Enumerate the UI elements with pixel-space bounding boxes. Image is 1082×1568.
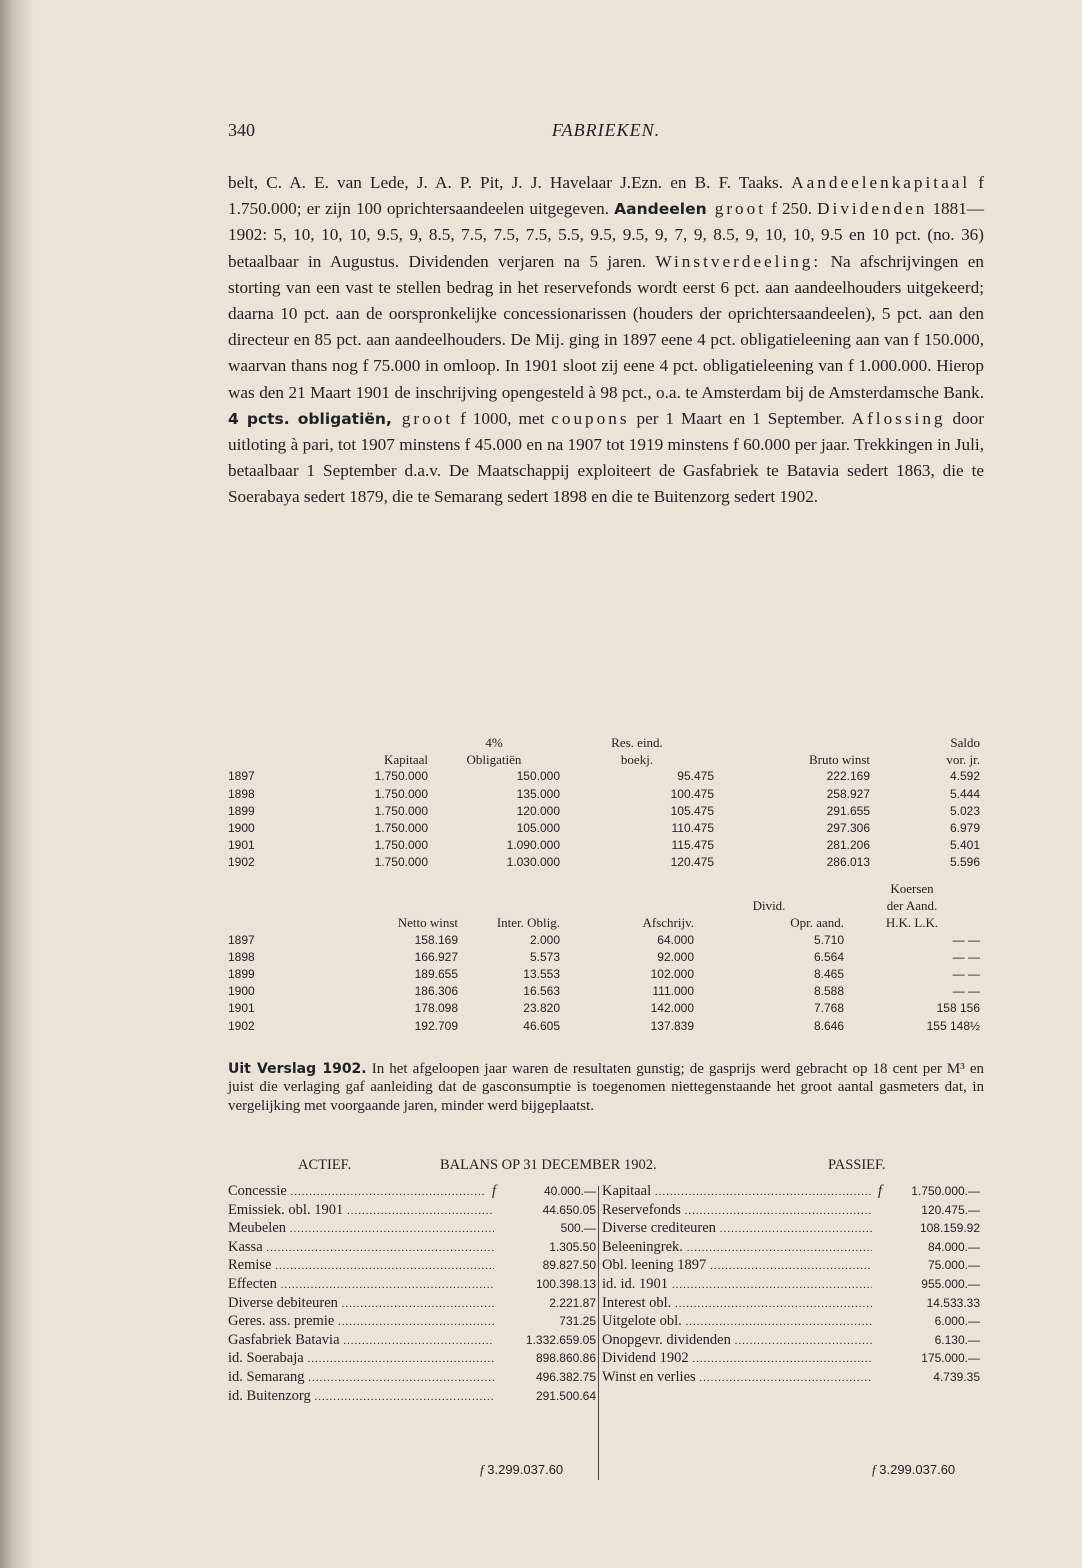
financial-table-2 (228, 880, 980, 1035)
liability-label: Uitgelote obl. ..... (602, 1312, 872, 1332)
balance-row (228, 1201, 984, 1220)
table-cell: 142.000 (650, 1001, 694, 1016)
spaced-term: groot (706, 199, 767, 219)
column-header: 4% (485, 735, 503, 750)
table-cell: — — (952, 967, 980, 982)
liability-label: Reservefonds ..... (602, 1201, 872, 1221)
column-header: Inter. Oblig. (496, 915, 560, 931)
table-row (228, 932, 980, 949)
year-cell: 1901 (228, 838, 255, 853)
table-cell: 189.655 (414, 967, 458, 982)
liability-amount: 955.000.— (888, 1275, 980, 1294)
liability-label: Onopgevr. dividenden ..... (602, 1331, 872, 1351)
table-header-row (228, 880, 980, 897)
bold-heading: Aandeelen (614, 200, 707, 219)
balance-sheet (228, 1182, 984, 1405)
table-cell: 105.475 (670, 803, 714, 818)
asset-amount: 1.332.659.05 (502, 1331, 596, 1350)
assets-title: ACTIEF. (298, 1157, 352, 1173)
page-header (228, 120, 984, 144)
table-cell: 192.709 (414, 1018, 458, 1033)
running-title: FABRIEKEN. (551, 120, 661, 140)
asset-label: Kassa ..... (228, 1238, 494, 1258)
table-row (228, 786, 980, 803)
balance-row (228, 1238, 984, 1257)
column-header: der Aand. (886, 898, 938, 914)
table-cell: 281.206 (826, 838, 870, 853)
balance-row (228, 1331, 984, 1350)
year-cell: 1899 (228, 967, 255, 982)
asset-amount: 731.25 (502, 1312, 596, 1331)
table-cell: 95.475 (677, 769, 714, 784)
table-cell: 1.090.000 (506, 838, 560, 853)
asset-amount: 44.650.05 (502, 1201, 596, 1220)
liability-label: Beleeningrek. ..... (602, 1238, 872, 1258)
report-text: In het afgeloopen jaar waren de resultaten gunstig; de gasprijs werd gebracht op 18 cent per M³ en juist die verlaging gaf aanleiding dat de gasconsumptie is toegenomen niettegenstaande het groot aantal gasmeters dat, in vergelijking met voorgaande jaren, minder werd bijgeplaatst. (228, 1061, 984, 1114)
table-cell: 158 156 (936, 1001, 980, 1016)
year-cell: 1898 (228, 786, 255, 801)
table-row (228, 820, 980, 837)
table-cell: 1.750.000 (374, 803, 428, 818)
asset-amount: 40.000.— (502, 1182, 596, 1201)
liability-label: Diverse crediteuren ..... (602, 1219, 872, 1239)
asset-label: Emissiek. obl. 1901 ..... (228, 1201, 494, 1221)
column-header: Opr. aand. (790, 915, 844, 931)
table-cell: 5.573 (529, 949, 560, 964)
text-run: f 1.750.000; er zijn 100 oprichtersaandeelen uitgegeven. (228, 173, 984, 219)
table-cell: 120.000 (516, 803, 560, 818)
table-row (228, 1000, 980, 1017)
year-cell: 1900 (228, 821, 255, 836)
asset-label: Concessie ..... (228, 1182, 494, 1202)
column-header: Res. eind. (611, 735, 663, 750)
book-binding-shadow (0, 0, 34, 1568)
table-header-row (228, 734, 980, 751)
table-cell: 105.000 (516, 821, 560, 836)
table-cell: 258.927 (826, 786, 870, 801)
table-body (228, 768, 980, 871)
spaced-term: Winstverdeeling: (655, 251, 822, 271)
balance-row (228, 1312, 984, 1331)
table-cell: 1.030.000 (506, 855, 560, 870)
table-cell: — — (952, 932, 980, 947)
text-run: Na afschrijvingen en storting van een vast te stellen bedrag in het reservefonds wordt eerst 6 pct. aan aandeelhouders uitgekeerd; daarna 10 pct. aan de oorspronkelijke concessionarissen (houders der oprichtersaandeelen), 5 pct. aan den directeur en 85 pct. aan aandeelhouders. De Mij. ging in 1897 eene 4 pct. obligatieleening aan van f 150.000, waarvan thans nog f 75.000 in omloop. In 1901 sloot zij eene 4 pct. obligatieleening van f 1.000.000. Hierop was den 21 Maart 1901 de inschrijving opengesteld à 98 pct., o.a. te Amsterdam bij de Amsterdamsche Bank. (228, 251, 984, 402)
table-cell: 5.444 (949, 786, 980, 801)
asset-label: Remise ..... (228, 1256, 494, 1276)
text-run: f 1000, met (453, 408, 552, 428)
column-header: Koersen (890, 881, 934, 896)
table-cell: 46.605 (523, 1018, 560, 1033)
liability-amount: 6.000.— (888, 1312, 980, 1331)
spaced-term: Aandeelenkapitaal (791, 173, 971, 192)
spaced-term: Aflossing (851, 408, 946, 428)
table-row (228, 768, 980, 785)
spaced-term: groot (391, 408, 454, 428)
table-cell: 178.098 (414, 1001, 458, 1016)
table-cell: 5.710 (813, 932, 844, 947)
currency-symbol: f (872, 1462, 876, 1477)
table-cell: 16.563 (523, 984, 560, 999)
asset-label: Geres. ass. premie ..... (228, 1312, 494, 1332)
balance-row (228, 1219, 984, 1238)
table-cell: 5.596 (949, 855, 980, 870)
asset-amount: 2.221.87 (502, 1294, 596, 1313)
asset-amount: 100.398.13 (502, 1275, 596, 1294)
table-cell: 291.655 (826, 803, 870, 818)
asset-amount: 291.500.64 (502, 1387, 596, 1406)
table-cell: 286.013 (826, 855, 870, 870)
table-cell: 8.465 (813, 967, 844, 982)
liabilities-title: PASSIEF. (828, 1157, 886, 1173)
text-run: door uitloting à pari, tot 1907 minstens f 45.000 en na 1907 tot 1919 minstens f 60.000 per jaar. Trekkingen in Juli, betaalbaar 1 September d.a.v. De Maatschappij exploiteert de Gasfabriek te Batavia sedert 1863, die te Soerabaya sedert 1879, die te Semarang sedert 1898 en die te Buitenzorg sedert 1902. (228, 408, 985, 507)
liability-label: Dividend 1902 ..... (602, 1349, 872, 1369)
column-header: vor. jr. (946, 752, 980, 768)
company-description (228, 170, 984, 511)
balance-row (228, 1368, 984, 1387)
table-header-row (228, 751, 980, 768)
balance-row (228, 1275, 984, 1294)
table-cell: 297.306 (826, 821, 870, 836)
liability-amount: 175.000.— (888, 1349, 980, 1368)
asset-label: id. Buitenzorg ..... (228, 1387, 494, 1407)
liability-amount: 75.000.— (888, 1256, 980, 1275)
table-cell: 8.588 (813, 984, 844, 999)
column-header: Divid. (752, 898, 786, 914)
balance-row (228, 1256, 984, 1275)
liability-label: Winst en verlies ..... (602, 1368, 872, 1388)
table-cell: 110.475 (671, 821, 714, 836)
report-title: Uit Verslag 1902. (228, 1061, 367, 1077)
asset-amount: 496.382.75 (502, 1368, 596, 1387)
table-cell: 222.169 (826, 769, 870, 784)
asset-label: id. Soerabaja ..... (228, 1349, 494, 1369)
table-cell: — — (952, 984, 980, 999)
table-cell: 2.000 (529, 932, 560, 947)
asset-label: Meubelen ..... (228, 1219, 494, 1239)
table-cell: 5.401 (949, 838, 980, 853)
table-cell: 166.927 (414, 949, 458, 964)
table-header-row (228, 914, 980, 931)
liability-amount: 1.750.000.— (888, 1182, 980, 1201)
balance-row (228, 1349, 984, 1368)
text-run: 1881—1902: 5, 10, 10, 10, 9.5, 9, 8.5, 7.5, 7.5, 7.5, 5.5, 9.5, 9.5, 9, 7, 9, 8.5, 9, 10, 10, 9.5 en 10 pct. (no. 36) betaalbaar in Augustus. Dividenden verjaren na 5 jaren. (228, 199, 985, 271)
year-cell: 1902 (228, 1018, 255, 1033)
liability-label: Interest obl. ..... (602, 1294, 872, 1314)
table-cell: 1.750.000 (374, 769, 428, 784)
spaced-term: coupons (551, 408, 630, 428)
column-header: Obligatiën (466, 752, 522, 768)
table-cell: 150.000 (516, 769, 560, 784)
table-cell: 155 148½ (926, 1018, 980, 1033)
table-cell: 102.000 (650, 967, 694, 982)
page-number: 340 (228, 120, 255, 140)
table-row (228, 837, 980, 854)
table-header-row (228, 897, 980, 914)
book-page (228, 0, 984, 1568)
table-cell: 8.646 (813, 1018, 844, 1033)
column-header: H.K. L.K. (885, 915, 939, 931)
asset-amount: 898.860.86 (502, 1349, 596, 1368)
asset-label: Gasfabriek Batavia ..... (228, 1331, 494, 1351)
asset-label: Effecten ..... (228, 1275, 494, 1295)
table-cell: 115.475 (671, 838, 714, 853)
column-divider (598, 1186, 599, 1480)
liability-amount: 120.475.— (888, 1201, 980, 1220)
spaced-term: Dividenden (817, 199, 928, 219)
liability-amount: 108.159.92 (888, 1219, 980, 1238)
column-header: boekj. (620, 752, 654, 768)
liability-label: id. id. 1901 ..... (602, 1275, 872, 1295)
bold-heading: 4 pcts. obligatiën, (228, 409, 392, 428)
balance-row (228, 1182, 984, 1201)
table-cell: 158.169 (414, 932, 458, 947)
currency-symbol: f (486, 1182, 502, 1201)
liability-amount: 84.000.— (888, 1238, 980, 1257)
table-cell: 1.750.000 (374, 838, 428, 853)
table-body (228, 932, 980, 1035)
table-cell: 120.475 (670, 855, 714, 870)
year-cell: 1901 (228, 1001, 255, 1016)
table-row (228, 966, 980, 983)
table-cell: 1.750.000 (374, 855, 428, 870)
asset-amount: 89.827.50 (502, 1256, 596, 1275)
balance-sheet-header (228, 1157, 984, 1177)
report-excerpt (228, 1060, 984, 1115)
liability-amount: 14.533.33 (888, 1294, 980, 1313)
year-cell: 1897 (228, 769, 255, 784)
table-row (228, 803, 980, 820)
asset-amount: 1.305.50 (502, 1238, 596, 1257)
currency-symbol: f (480, 1462, 484, 1477)
year-cell: 1902 (228, 855, 255, 870)
column-header: Bruto winst (808, 752, 870, 768)
table-cell: 6.564 (813, 949, 844, 964)
table-cell: — — (952, 949, 980, 964)
asset-amount: 500.— (502, 1219, 596, 1238)
total-assets (480, 1462, 563, 1478)
total-value: 3.299.037.60 (487, 1462, 564, 1477)
text-run: f 250. (766, 199, 818, 219)
table-cell: 5.023 (949, 803, 980, 818)
liability-amount: 4.739.35 (888, 1368, 980, 1387)
column-header: Saldo (950, 735, 980, 750)
table-cell: 137.839 (650, 1018, 694, 1033)
financial-table-1 (228, 734, 980, 872)
asset-label: Diverse debiteuren ..... (228, 1294, 494, 1314)
column-header: Netto winst (397, 915, 458, 931)
table-cell: 13.553 (523, 967, 560, 982)
liability-amount: 6.130.— (888, 1331, 980, 1350)
balance-row (228, 1294, 984, 1313)
table-row (228, 1018, 980, 1035)
liability-label: Obl. leening 1897 ..... (602, 1256, 872, 1276)
liability-label: Kapitaal ..... (602, 1182, 872, 1202)
balance-row (228, 1387, 984, 1406)
year-cell: 1900 (228, 984, 255, 999)
table-cell: 1.750.000 (374, 821, 428, 836)
year-cell: 1898 (228, 949, 255, 964)
table-cell: 7.768 (813, 1001, 844, 1016)
column-header: Afschrijv. (642, 915, 694, 931)
total-value: 3.299.037.60 (879, 1462, 956, 1477)
table-cell: 64.000 (657, 932, 694, 947)
text-run: per 1 Maart en 1 September. (629, 408, 852, 428)
table-cell: 4.592 (949, 769, 980, 784)
column-header: Kapitaal (383, 752, 428, 768)
table-cell: 186.306 (414, 984, 458, 999)
total-liabilities (872, 1462, 955, 1478)
balance-title: BALANS OP 31 DECEMBER 1902. (440, 1157, 657, 1173)
table-cell: 111.000 (652, 984, 694, 999)
table-cell: 23.820 (523, 1001, 560, 1016)
table-cell: 6.979 (949, 821, 980, 836)
asset-label: id. Semarang ..... (228, 1368, 494, 1388)
text-run: belt, C. A. E. van Lede, J. A. P. Pit, J. J. Havelaar J.Ezn. en B. F. Taaks. (228, 173, 792, 192)
table-cell: 1.750.000 (374, 786, 428, 801)
year-cell: 1899 (228, 803, 255, 818)
currency-symbol: f (872, 1182, 888, 1201)
table-row (228, 949, 980, 966)
table-row (228, 983, 980, 1000)
table-cell: 100.475 (670, 786, 714, 801)
table-cell: 92.000 (657, 949, 694, 964)
table-cell: 135.000 (516, 786, 560, 801)
year-cell: 1897 (228, 932, 255, 947)
table-row (228, 854, 980, 871)
